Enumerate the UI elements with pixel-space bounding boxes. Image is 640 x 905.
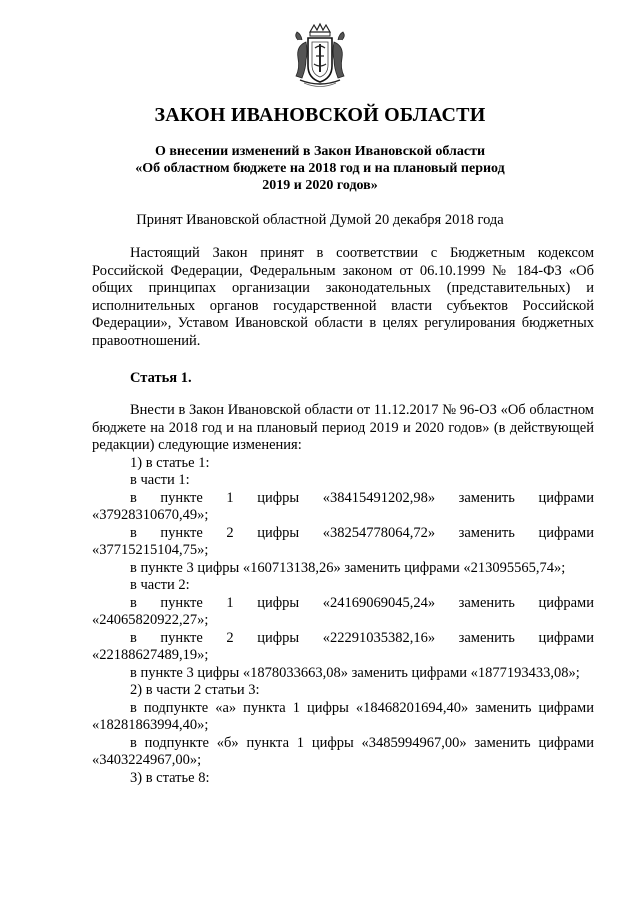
preamble-paragraph: Настоящий Закон принят в соответствии с Бюджетным кодексом Российской Федерации, Федеральным законом от 06.10.1999 № 184-ФЗ «Об общих принципах организации законодательных (представительных) и исполнительных органов государственной власти субъектов Российской Федерации», Уставом Ивановской области в целях регулирования бюджетных правоотношений. xyxy=(92,245,594,349)
amendment-line: в подпункте «б» пункта 1 цифры «3485994967,00» заменить цифрами «3403224967,00»; xyxy=(92,734,594,768)
coat-of-arms-icon xyxy=(288,22,352,88)
subject-line: 2019 и 2020 годов» xyxy=(262,178,378,193)
law-subject xyxy=(80,143,560,194)
subject-line: О внесении изменений в Закон Ивановской области xyxy=(154,144,486,159)
amendment-line: 2) в части 2 статьи 3: xyxy=(130,682,260,698)
amendment-line: в части 1: xyxy=(130,472,190,488)
amendment-line: в пункте 3 цифры «1878033663,08» заменить цифрами «1877193433,08»; xyxy=(130,664,580,681)
amendment-line: в подпункте «а» пункта 1 цифры «18468201694,40» заменить цифрами «18281863994,40»; xyxy=(92,699,594,733)
amendment-line: в пункте 1 цифры «24169069045,24» заменить цифрами «24065820922,27»; xyxy=(92,594,594,628)
law-title: ЗАКОН ИВАНОВСКОЙ ОБЛАСТИ xyxy=(154,104,486,126)
amendment-line: в пункте 2 цифры «22291035382,16» заменить цифрами «22188627489,19»; xyxy=(92,629,594,663)
amendment-line: 1) в статье 1: xyxy=(130,454,210,471)
subject-line: «Об областном бюджете на 2018 год и на плановый период xyxy=(135,161,505,176)
amendment-line: в части 2: xyxy=(130,577,190,593)
article-body xyxy=(92,402,594,787)
adoption-statement: Принят Ивановской областной Думой 20 декабря 2018 года xyxy=(136,212,504,228)
amendment-line: в пункте 3 цифры «160713138,26» заменить цифрами «213095565,74»; xyxy=(130,559,566,576)
preamble-block xyxy=(92,245,594,350)
amendment-line: в пункте 2 цифры «38254778064,72» заменить цифрами «37715215104,75»; xyxy=(92,524,594,558)
article-heading: Статья 1. xyxy=(130,370,192,386)
amendment-line: в пункте 1 цифры «38415491202,98» заменить цифрами «37928310670,49»; xyxy=(92,489,594,523)
amendment-line: 3) в статье 8: xyxy=(130,769,210,786)
article-intro: Внести в Закон Ивановской области от 11.12.2017 № 96-ОЗ «Об областном бюджете на 2018 год и на плановый период 2019 и 2020 годов» (в действующей редакции) следующие изменения: xyxy=(92,402,594,453)
